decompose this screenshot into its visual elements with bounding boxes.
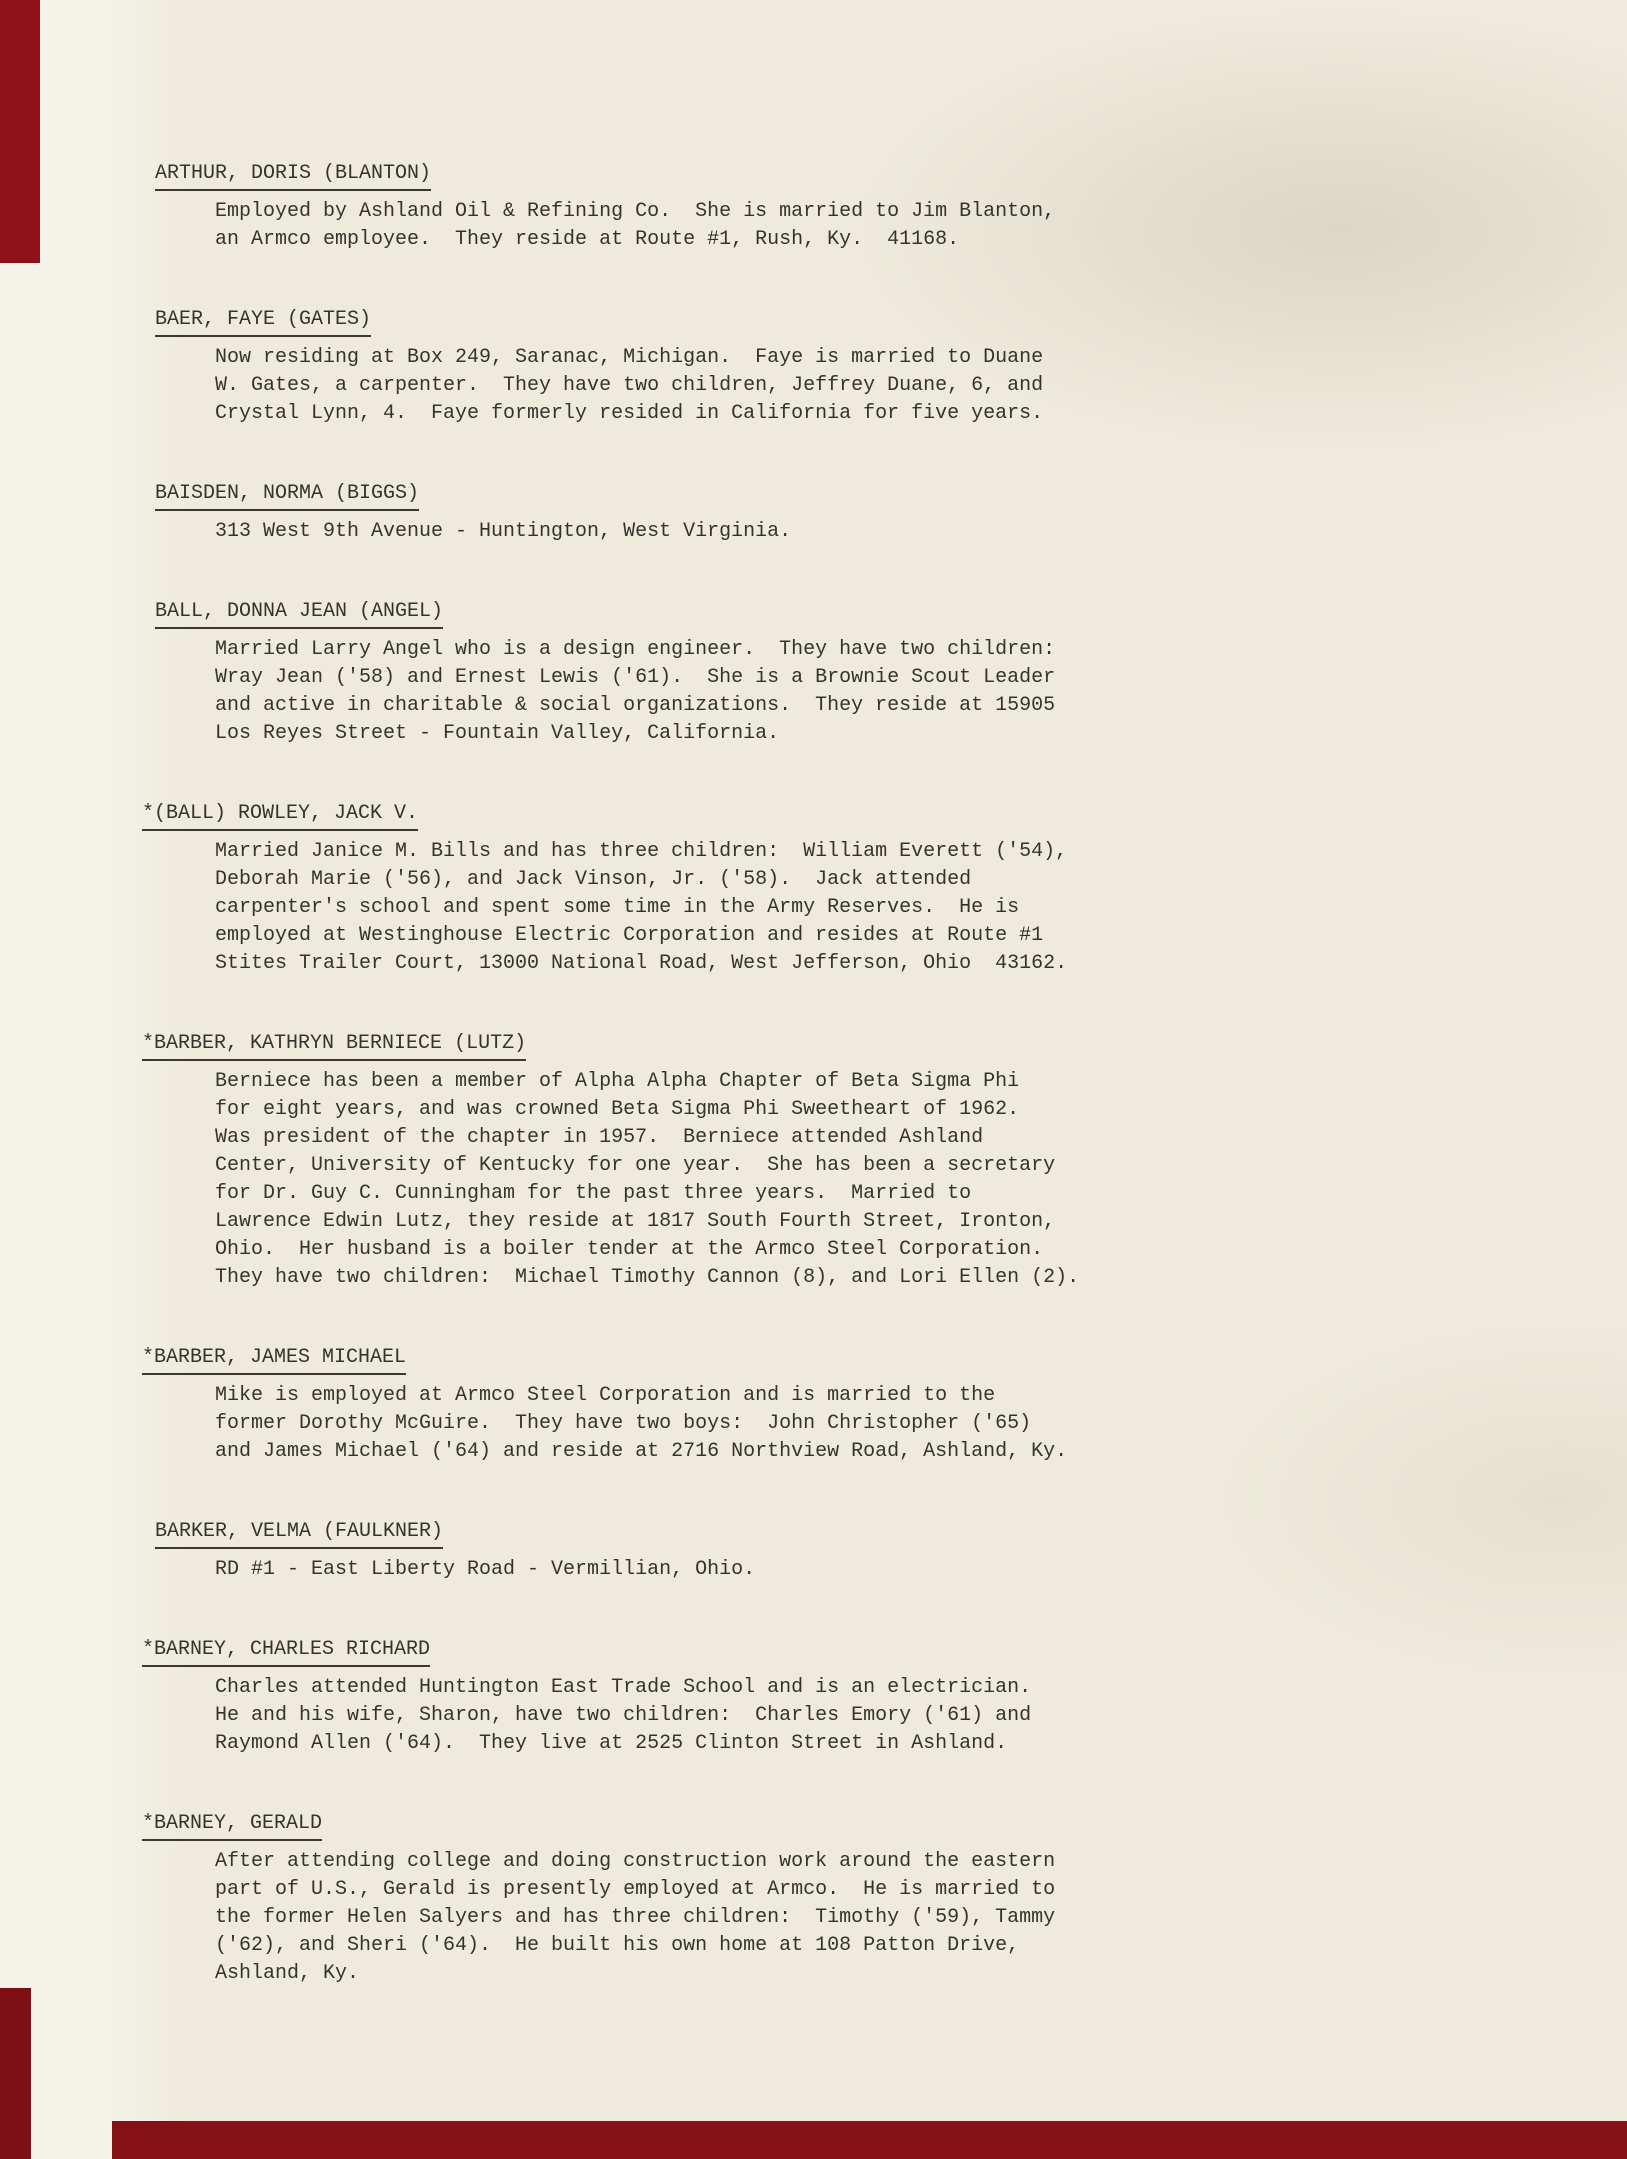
entry-detail-line: the former Helen Salyers and has three children: Timothy ('59), Tammy bbox=[215, 1906, 1056, 1929]
entry-detail-line: Employed by Ashland Oil & Refining Co. She is married to Jim Blanton, bbox=[215, 200, 1056, 223]
entry-detail-line: Married Janice M. Bills and has three children: William Everett ('54), bbox=[215, 840, 1068, 863]
entry-detail-line: Stites Trailer Court, 13000 National Road, West Jefferson, Ohio 43162. bbox=[215, 952, 1068, 975]
directory-entry bbox=[155, 598, 1155, 748]
entry-detail-line: employed at Westinghouse Electric Corporation and resides at Route #1 bbox=[215, 924, 1044, 947]
entry-heading bbox=[142, 1810, 1155, 1841]
entry-detail-line: Crystal Lynn, 4. Faye formerly resided in California for five years. bbox=[215, 402, 1044, 425]
entry-detail-line: for Dr. Guy C. Cunningham for the past three years. Married to bbox=[215, 1182, 972, 1205]
entry-heading bbox=[142, 1344, 1155, 1375]
directory-entry bbox=[155, 306, 1155, 428]
entry-star-marker: * bbox=[142, 1812, 155, 1835]
entry-detail-line: 313 West 9th Avenue - Huntington, West Virginia. bbox=[215, 520, 792, 543]
entry-name: BARNEY, CHARLES RICHARD bbox=[154, 1638, 431, 1661]
entry-heading-underline bbox=[142, 800, 418, 831]
entry-details bbox=[215, 1068, 1155, 1292]
entry-heading-underline bbox=[142, 1030, 526, 1061]
entry-detail-line: Ashland, Ky. bbox=[215, 1962, 360, 1985]
entry-details bbox=[215, 636, 1155, 748]
entry-details bbox=[215, 1556, 1155, 1584]
entry-detail-line: Charles attended Huntington East Trade School and is an electrician. bbox=[215, 1676, 1032, 1699]
directory-entry bbox=[155, 480, 1155, 546]
entry-detail-line: Raymond Allen ('64). They live at 2525 Clinton Street in Ashland. bbox=[215, 1732, 1008, 1755]
entry-name: BARNEY, GERALD bbox=[154, 1812, 323, 1835]
directory-entry bbox=[142, 1810, 1155, 1988]
binding-mark-bottom bbox=[112, 2121, 1627, 2159]
entry-star-marker: * bbox=[142, 1032, 155, 1055]
entry-details bbox=[215, 838, 1155, 978]
entry-heading bbox=[155, 306, 1155, 337]
entry-detail-line: and active in charitable & social organizations. They reside at 15905 bbox=[215, 694, 1056, 717]
entry-detail-line: After attending college and doing construction work around the eastern bbox=[215, 1850, 1056, 1873]
entry-detail-line: They have two children: Michael Timothy Cannon (8), and Lori Ellen (2). bbox=[215, 1266, 1080, 1289]
entry-name: (BALL) ROWLEY, JACK V. bbox=[154, 802, 419, 825]
entry-details bbox=[215, 1382, 1155, 1466]
entry-detail-line: Ohio. Her husband is a boiler tender at the Armco Steel Corporation. bbox=[215, 1238, 1044, 1261]
entry-detail-line: Married Larry Angel who is a design engineer. They have two children: bbox=[215, 638, 1056, 661]
entry-detail-line: He and his wife, Sharon, have two children: Charles Emory ('61) and bbox=[215, 1704, 1032, 1727]
entry-detail-line: Was president of the chapter in 1957. Berniece attended Ashland bbox=[215, 1126, 984, 1149]
entry-detail-line: and James Michael ('64) and reside at 2716 Northview Road, Ashland, Ky. bbox=[215, 1440, 1068, 1463]
entry-heading-underline bbox=[142, 1636, 430, 1667]
directory-entries bbox=[142, 160, 1155, 2040]
entry-name: BARBER, KATHRYN BERNIECE (LUTZ) bbox=[154, 1032, 527, 1055]
entry-detail-line: Mike is employed at Armco Steel Corporation and is married to the bbox=[215, 1384, 996, 1407]
entry-detail-line: Lawrence Edwin Lutz, they reside at 1817 South Fourth Street, Ironton, bbox=[215, 1210, 1056, 1233]
entry-detail-line: Berniece has been a member of Alpha Alpha Chapter of Beta Sigma Phi bbox=[215, 1070, 1020, 1093]
entry-name: BAER, FAYE (GATES) bbox=[155, 308, 372, 331]
entry-heading-underline bbox=[155, 306, 371, 337]
entry-heading-underline bbox=[155, 598, 443, 629]
directory-entry bbox=[155, 160, 1155, 254]
entry-heading bbox=[142, 800, 1155, 831]
entry-detail-line: carpenter's school and spent some time in the Army Reserves. He is bbox=[215, 896, 1020, 919]
entry-name: BALL, DONNA JEAN (ANGEL) bbox=[155, 600, 444, 623]
binding-mark-top-left bbox=[0, 0, 40, 263]
directory-entry bbox=[142, 1636, 1155, 1758]
entry-name: BARBER, JAMES MICHAEL bbox=[154, 1346, 407, 1369]
entry-details bbox=[215, 344, 1155, 428]
entry-detail-line: Now residing at Box 249, Saranac, Michigan. Faye is married to Duane bbox=[215, 346, 1044, 369]
entry-heading-underline bbox=[142, 1810, 322, 1841]
entry-star-marker: * bbox=[142, 802, 155, 825]
entry-details bbox=[215, 1674, 1155, 1758]
entry-heading bbox=[155, 1518, 1155, 1549]
entry-heading bbox=[142, 1636, 1155, 1667]
entry-detail-line: Wray Jean ('58) and Ernest Lewis ('61). She is a Brownie Scout Leader bbox=[215, 666, 1056, 689]
entry-heading bbox=[155, 160, 1155, 191]
entry-star-marker: * bbox=[142, 1638, 155, 1661]
entry-heading-underline bbox=[155, 1518, 443, 1549]
entry-heading-underline bbox=[142, 1344, 406, 1375]
entry-name: ARTHUR, DORIS (BLANTON) bbox=[155, 162, 432, 185]
entry-star-marker: * bbox=[142, 1346, 155, 1369]
directory-entry bbox=[142, 800, 1155, 978]
entry-heading-underline bbox=[155, 160, 431, 191]
entry-detail-line: an Armco employee. They reside at Route #1, Rush, Ky. 41168. bbox=[215, 228, 960, 251]
entry-detail-line: ('62), and Sheri ('64). He built his own home at 108 Patton Drive, bbox=[215, 1934, 1020, 1957]
entry-name: BAISDEN, NORMA (BIGGS) bbox=[155, 482, 420, 505]
directory-entry bbox=[142, 1030, 1155, 1292]
entry-heading bbox=[155, 480, 1155, 511]
entry-detail-line: W. Gates, a carpenter. They have two children, Jeffrey Duane, 6, and bbox=[215, 374, 1044, 397]
entry-detail-line: former Dorothy McGuire. They have two boys: John Christopher ('65) bbox=[215, 1412, 1032, 1435]
entry-name: BARKER, VELMA (FAULKNER) bbox=[155, 1520, 444, 1543]
entry-heading bbox=[142, 1030, 1155, 1061]
entry-detail-line: Center, University of Kentucky for one year. She has been a secretary bbox=[215, 1154, 1056, 1177]
entry-detail-line: Deborah Marie ('56), and Jack Vinson, Jr. ('58). Jack attended bbox=[215, 868, 972, 891]
entry-detail-line: Los Reyes Street - Fountain Valley, California. bbox=[215, 722, 780, 745]
entry-heading bbox=[155, 598, 1155, 629]
entry-details bbox=[215, 198, 1155, 254]
directory-entry bbox=[155, 1518, 1155, 1584]
entry-detail-line: RD #1 - East Liberty Road - Vermillian, Ohio. bbox=[215, 1558, 756, 1581]
entry-detail-line: for eight years, and was crowned Beta Sigma Phi Sweetheart of 1962. bbox=[215, 1098, 1020, 1121]
binding-mark-bottom-left bbox=[0, 1988, 31, 2159]
entry-heading-underline bbox=[155, 480, 419, 511]
entry-details bbox=[215, 518, 1155, 546]
entry-details bbox=[215, 1848, 1155, 1988]
directory-entry bbox=[142, 1344, 1155, 1466]
entry-detail-line: part of U.S., Gerald is presently employed at Armco. He is married to bbox=[215, 1878, 1056, 1901]
